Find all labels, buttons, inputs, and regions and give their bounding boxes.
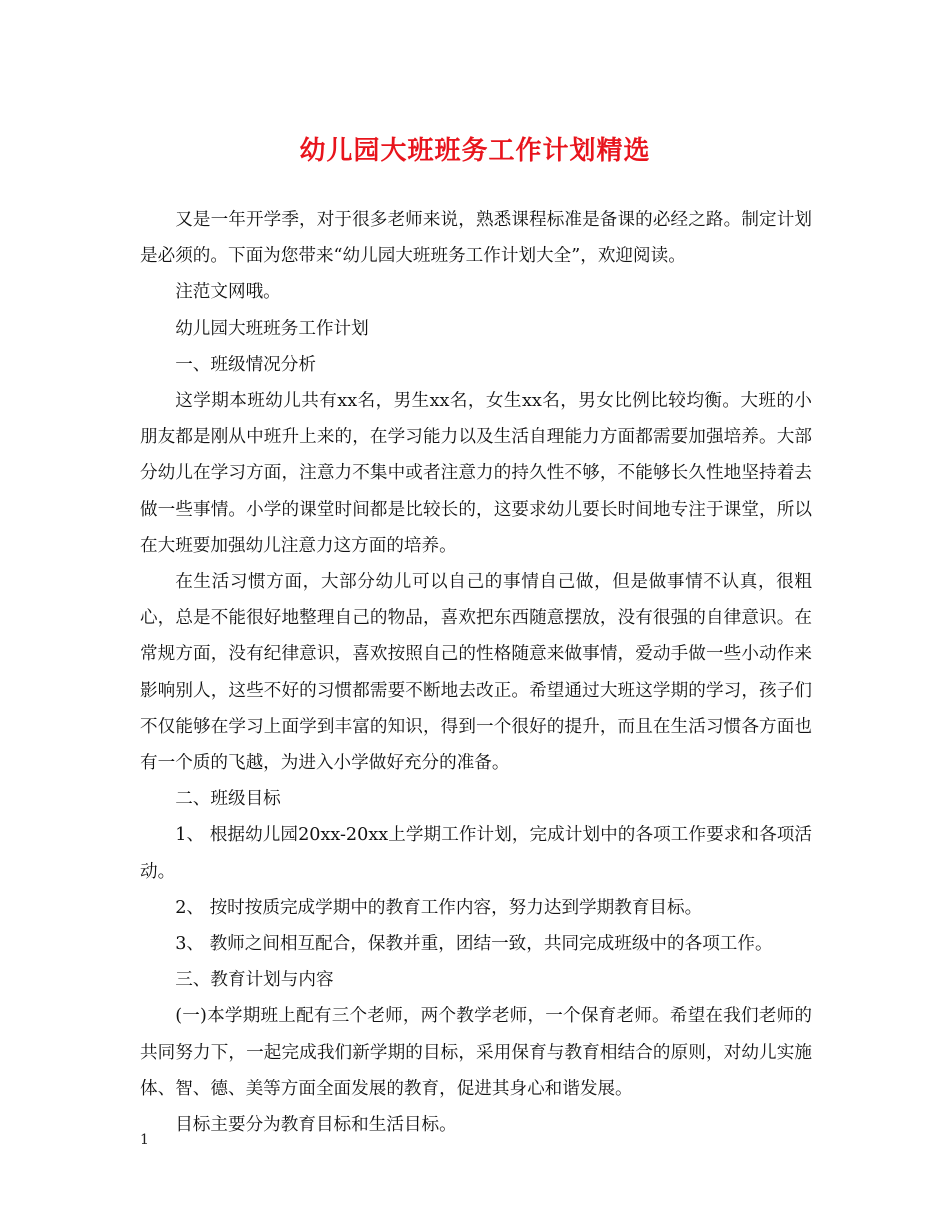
section-heading-plan: 幼儿园大班班务工作计划 (175, 318, 369, 339)
page-number: 1 (140, 1132, 149, 1148)
section-heading-class-goals: 二、班级目标 (175, 789, 281, 810)
paragraph-life-habits: 在生活习惯方面，大部分幼儿可以自己的事情自己做，但是做事情不认真，很粗心，总是不能很好地整理自己的物品，喜欢把东西随意摆放，没有很强的自律意识。在常规方面，没有纪律意识，喜欢按照自己的性格随意来做事情，爱动手做一些小动作来影响别人，这些不好的习惯都需要不断地去改正。希望通过大班这学期的学习，孩子们不仅能够在学习上面学到丰富的知识，得到一个很好的提升，而且在生活习惯各方面也有一个质的飞越，为进入小学做好充分的准备。 (140, 572, 812, 774)
document-body (140, 202, 812, 1143)
document-title: 幼儿园大班班务工作计划精选 (299, 136, 651, 166)
list-item-goal-2: 2、 按时按质完成学期中的教育工作内容，努力达到学期教育目标。 (175, 897, 703, 918)
list-item-goal-1: 1、 根据幼儿园20xx-20xx上学期工作计划，完成计划中的各项工作要求和各项活动。 (140, 825, 812, 882)
list-item-goal-3: 3、 教师之间相互配合，保教并重，团结一致，共同完成班级中的各项工作。 (175, 934, 773, 955)
paragraph-goal-types: 目标主要分为教育目标和生活目标。 (175, 1115, 457, 1136)
paragraph-intro: 又是一年开学季，对于很多老师来说，熟悉课程标准是备课的必经之路。制定计划是必须的。下面为您带来“幼儿园大班班务工作计划大全”，欢迎阅读。 (140, 210, 812, 267)
section-heading-education-plan: 三、教育计划与内容 (175, 970, 334, 991)
paragraph-note: 注范文网哦。 (175, 282, 281, 303)
paragraph-teachers: (一)本学期班上配有三个老师，两个教学老师，一个保育老师。希望在我们老师的共同努力下，一起完成我们新学期的目标，采用保育与教育相结合的原则，对幼儿实施体、智、德、美等方面全面发展的教育，促进其身心和谐发展。 (140, 1006, 812, 1099)
section-heading-class-analysis: 一、班级情况分析 (175, 354, 316, 375)
paragraph-class-analysis: 这学期本班幼儿共有xx名，男生xx名，女生xx名，男女比例比较均衡。大班的小朋友都是刚从中班升上来的，在学习能力以及生活自理能力方面都需要加强培养。大部分幼儿在学习方面，注意力不集中或者注意力的持久性不够，不能够长久性地坚持着去做一些事情。小学的课堂时间都是比较长的，这要求幼儿要长时间地专注于课堂，所以在大班要加强幼儿注意力这方面的培养。 (140, 391, 812, 556)
